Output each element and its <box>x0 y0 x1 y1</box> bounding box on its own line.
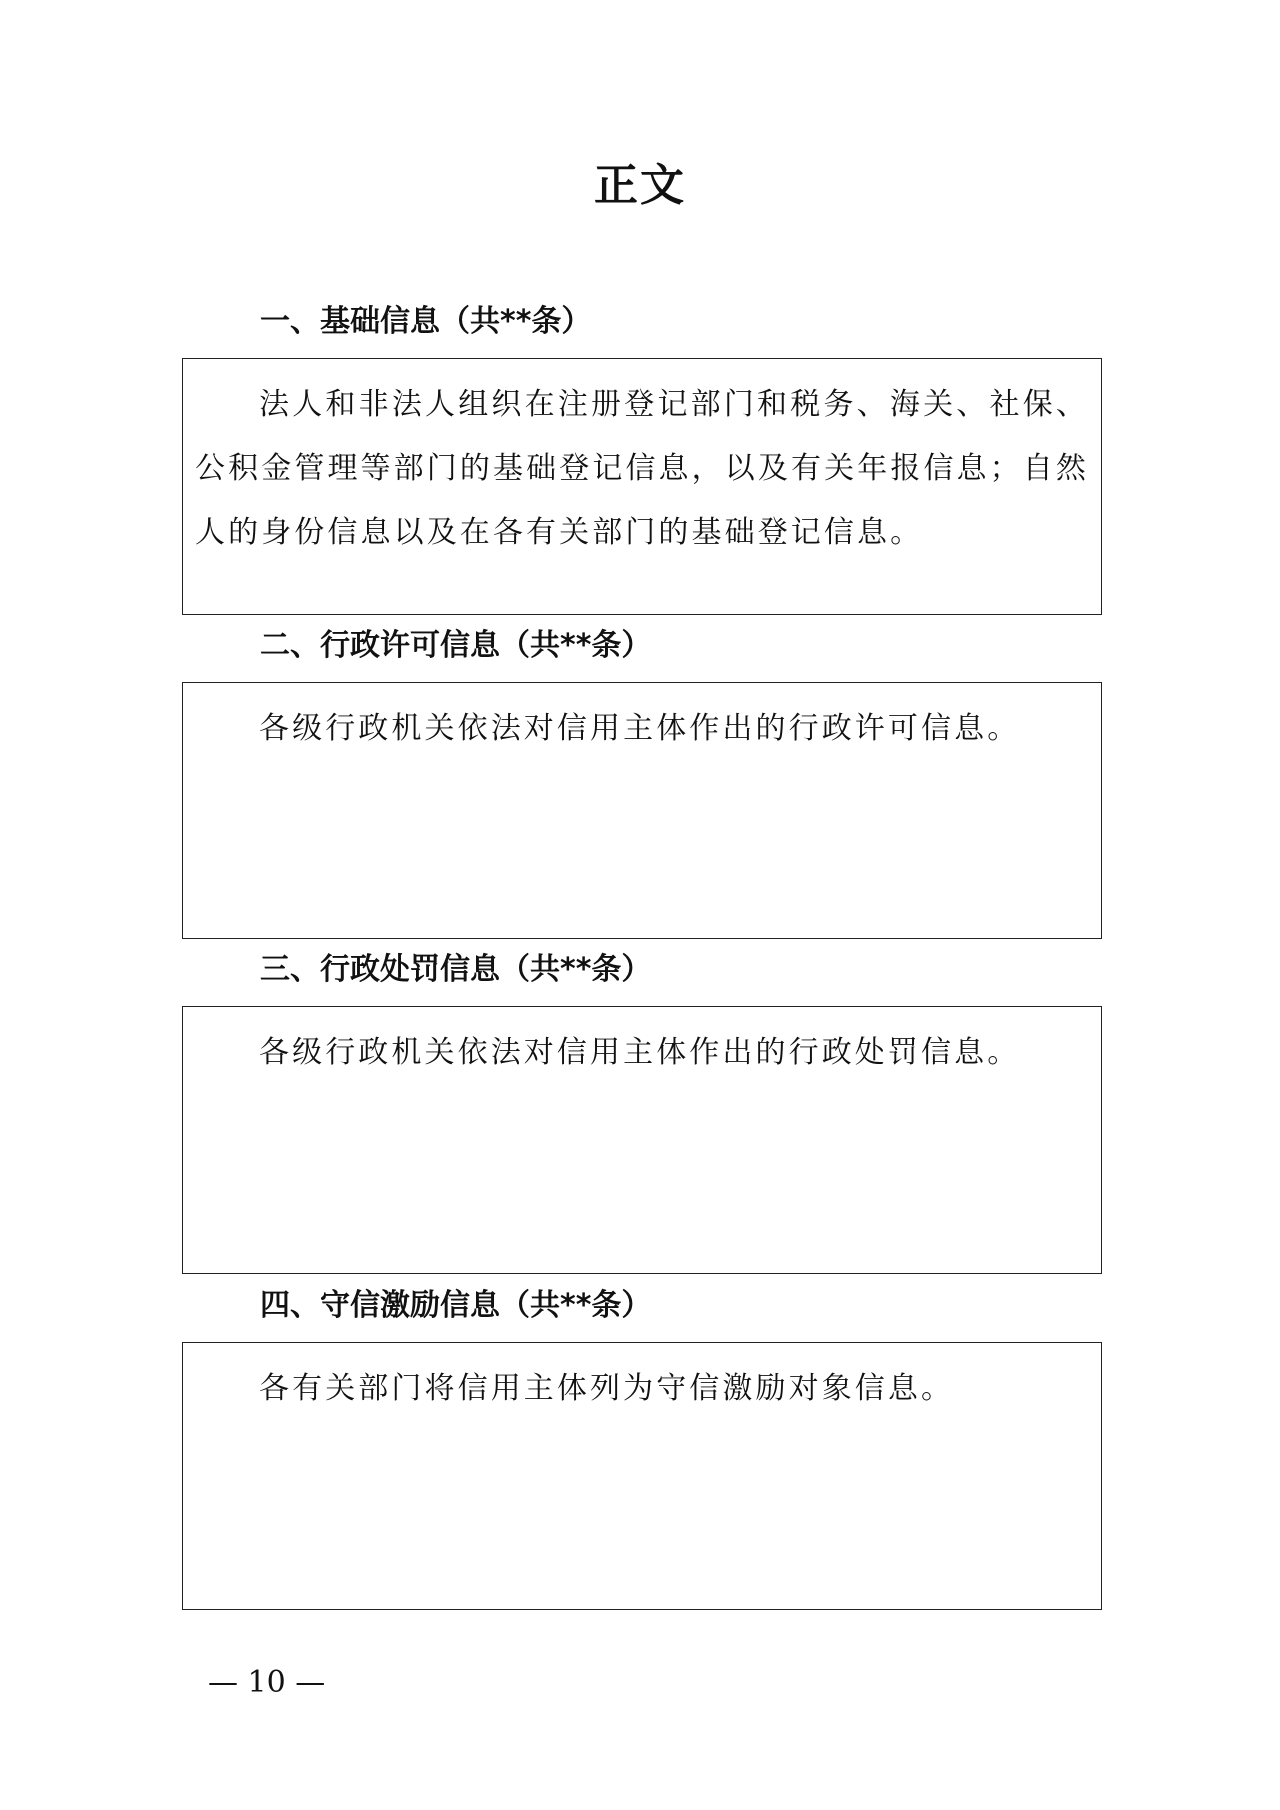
section-text: 各有关部门将信用主体列为守信激励对象信息。 <box>259 1371 955 1406</box>
page-number: — 10 — <box>208 1665 326 1700</box>
section-heading: 四、守信激励信息（共**条） <box>260 1288 652 1323</box>
section-box <box>182 1342 1102 1610</box>
section-text: 各级行政机关依法对信用主体作出的行政许可信息。 <box>259 711 1021 746</box>
section-box <box>182 682 1102 939</box>
section-text: 各级行政机关依法对信用主体作出的行政处罚信息。 <box>259 1035 1021 1070</box>
section-box <box>182 358 1102 615</box>
page-title: 正文 <box>594 160 686 211</box>
section-box <box>182 1006 1102 1274</box>
section-heading: 三、行政处罚信息（共**条） <box>260 952 652 987</box>
section-heading: 二、行政许可信息（共**条） <box>260 628 652 663</box>
section-text: 法人和非法人组织在注册登记部门和税务、海关、社保、公积金管理等部门的基础登记信息，以及有关年报信息；自然人的身份信息以及在各有关部门的基础登记信息。 <box>195 387 1089 550</box>
section-heading: 一、基础信息（共**条） <box>260 304 592 339</box>
